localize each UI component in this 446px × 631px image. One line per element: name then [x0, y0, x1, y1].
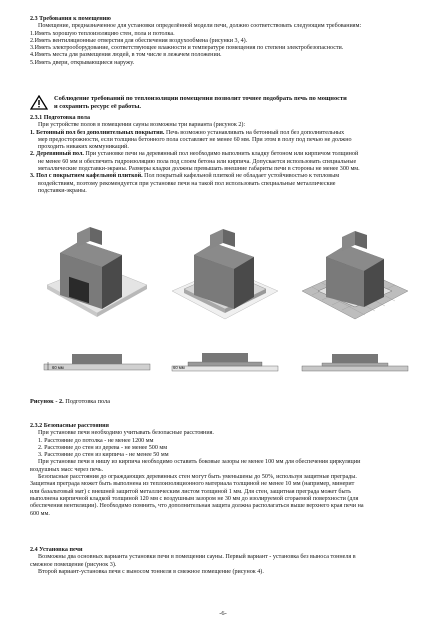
section-title: 2.4 Установка печи: [30, 547, 83, 553]
variant-text: мер предосторожности, если толщина бетонного пола составляет не менее 60 мм. При этом в полу под печью не должно: [38, 136, 352, 143]
list-item: 5.Иметь двери, открывающиеся наружу.: [30, 59, 135, 66]
paragraph: При установке печи в нишу из кирпича необходимо оставить боковые зазоры не менее 100 мм для обеспечения циркуляции: [38, 459, 361, 466]
paragraph: Второй вариант-установка печи с выносом тоннеля в смежное помещение (рисунок 4).: [38, 568, 264, 575]
tile-floor-section-diagram: [300, 350, 410, 374]
list-item: 4.Иметь места для размещения людей, в том числе в лежачем положении.: [30, 52, 222, 59]
list-item: 1. Расстояние до потолка - не менее 1200 мм: [38, 437, 154, 444]
variant-label: 1. Бетонный пол без дополнительных покрытия.: [30, 129, 165, 136]
paragraph: 600 мм.: [30, 510, 50, 517]
list-item: 1.Иметь хорошую теплоизоляцию стен, пола и потолка.: [30, 30, 175, 37]
dimension-label: 60 мм: [52, 365, 64, 370]
warning-line: Соблюдение требований по теплоизоляции помещения позволит точнее подобрать печь по мощности: [54, 95, 347, 102]
wood-floor-section-diagram: [170, 350, 280, 374]
variant-text: подставки-экраны.: [38, 187, 87, 194]
concrete-floor-section-diagram: [42, 350, 152, 374]
variant-text: При установке печи на деревянный пол необходимо выполнить кладку бетоном или кирпичом толщиной: [83, 151, 359, 158]
paragraph: обеспечения вентиляции). Необходимо помнить, что дополнительная защита должна располагаться выше верхнего края печи на: [30, 503, 364, 510]
paragraph: Возможны два основных варианта установки печи в помещении сауны. Первый вариант - установка без выноса тоннеля в: [38, 554, 356, 561]
paragraph: Защитная преграда может быть выполнена из теплоизоляционного материала толщиной не менее 10 мм (например, минерит: [30, 481, 355, 488]
list-item: 2. Расстояние до стен из дерева - не менее 500 мм: [38, 444, 168, 451]
paragraph: воздушных масс через печь.: [30, 466, 104, 473]
variant-text: металлические подставки-экраны. Размеры кладки должны превышать внешние габариты печи в стороны не менее 300 мм.: [38, 166, 360, 173]
paragraph: Помещение, предназначенное для установки определённой модели печи, должно соответствовать следующим требованиям:: [38, 23, 362, 30]
caption-text: Подготовка пола: [63, 398, 110, 405]
section-title: 2.3.1 Подготовка пола: [30, 115, 91, 121]
paragraph: смежное помещение (рисунок 3).: [30, 561, 117, 568]
warning-line: и сохранить ресурс её работы.: [54, 103, 141, 110]
list-item: 3.Иметь электрооборудование, соответствующее влажности и температуре помещения по степени электробезопасности.: [30, 45, 344, 52]
section-title: 2.3.2 Безопасные расстояния: [30, 423, 109, 429]
paragraph: Безопасные расстояния до ограждающих деревянных стен могут быть уменьшены до 50%, используя защитные преграды.: [38, 474, 357, 481]
stove-wood-floor-illustration: [170, 213, 280, 323]
paragraph: выполнена кирпичной кладкой толщиной 120 мм с воздушным зазором не 30 мм до изолируемой сгораемой поверхности (для: [30, 495, 359, 502]
stove-concrete-floor-illustration: [42, 213, 152, 323]
paragraph: или базальтовый мат) с внешней защитой металлическим листом толщиной 1 мм. Для стен, защитная преграда может быть: [30, 488, 352, 495]
page-number: -6-: [219, 610, 227, 617]
variant-text: воздействиям, поэтому рекомендуется при установке печи на такой пол использовать специальные металлические: [38, 180, 336, 187]
caption-label: Рисунок - 2.: [30, 398, 64, 405]
stove-figures: [42, 213, 412, 323]
section-2-3-1: [30, 115, 420, 195]
paragraph: При установке печи необходимо учитывать безопасные расстояния.: [38, 430, 214, 437]
variant-label: 2. Деревянный пол.: [30, 151, 84, 158]
side-view-figures: [42, 350, 412, 380]
figure-caption: [30, 398, 110, 405]
section-2-3-2: [30, 423, 420, 518]
list-item: 2.Иметь вентиляционные отверстия для обеспечения воздухообмена (рисунки 3, 4).: [30, 37, 248, 44]
section-2-3: [30, 16, 420, 67]
variant-text: не менее 60 мм и обеспечить гидроизоляцию пола под слоем бетона или кирпича. Допускается использовать специальные: [38, 158, 357, 165]
stove-tiled-floor-illustration: [300, 213, 410, 323]
section-2-4: [30, 547, 420, 576]
section-title: 2.3 Требования к помещению: [30, 16, 111, 22]
variant-label: 3. Пол с покрытием кафельной плиткой.: [30, 173, 143, 180]
warning-triangle-icon: [30, 95, 48, 110]
variant-text: проходить никаких коммуникаций.: [38, 144, 129, 151]
list-item: 3. Расстояние до стен из кирпича - не менее 50 мм: [38, 452, 169, 459]
paragraph: При устройстве полов в помещении сауны возможны три варианта (рисунок 2):: [38, 122, 246, 129]
variant-text: Печь возможно устанавливать на бетонный пол без дополнительных: [164, 129, 345, 136]
variant-text: Пол покрытый кафельной плиткой не обладает устойчивостью к тепловым: [142, 173, 340, 180]
dimension-label: 60 мм: [173, 365, 185, 370]
